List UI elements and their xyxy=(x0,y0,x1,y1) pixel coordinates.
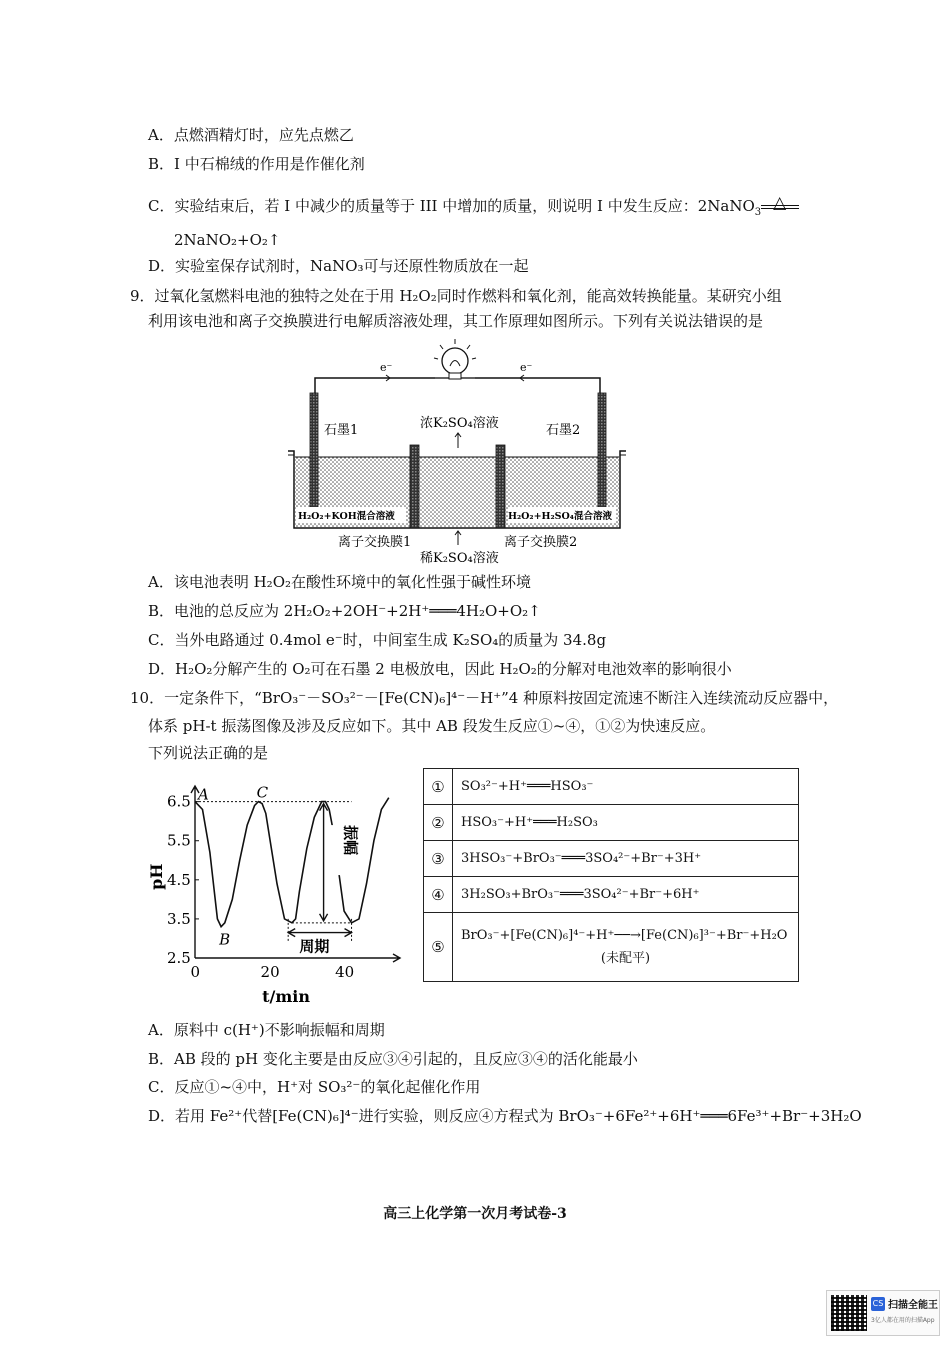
electrode-2 xyxy=(598,393,606,521)
q9-option-b: B．电池的总反应为 2H₂O₂+2OH⁻+2H⁺═══4H₂O+O₂↑ xyxy=(148,602,541,620)
point-a-label: A xyxy=(198,785,209,804)
arrow-right-icon xyxy=(380,375,390,381)
x-axis xyxy=(195,954,400,962)
arrow-left-icon xyxy=(520,375,530,381)
y-tick-label: 6.5 xyxy=(167,792,191,811)
reaction-row xyxy=(424,841,799,877)
page-footer: 高三上化学第一次月考试卷-3 xyxy=(383,1206,567,1222)
q9-stem-line1: 9．过氧化氢燃料电池的独特之处在于用 H₂O₂同时作燃料和氧化剂，能高效转换能量。某研究小组 xyxy=(130,287,782,305)
reaction-number: ③ xyxy=(424,841,453,877)
x-tick-label: 20 xyxy=(260,963,280,981)
external-wire xyxy=(315,378,600,405)
electrode-2-label: 石墨2 xyxy=(546,423,581,438)
arrow-up-out-icon xyxy=(455,433,461,448)
fuel-cell-diagram xyxy=(280,333,640,565)
reaction-cell xyxy=(453,841,799,877)
x-axis-label: t/min xyxy=(262,987,310,1006)
reaction-equation: 3HSO₃⁻+BrO₃⁻═══3SO₄²⁻+Br⁻+3H⁺ xyxy=(461,851,702,866)
q10-stem-line2: 体系 pH-t 振荡图像及涉及反应如下。其中 AB 段发生反应①~④，①②为快速反应。 xyxy=(148,717,716,735)
qr-code-icon xyxy=(831,1295,867,1331)
q10-option-d: D．若用 Fe²⁺代替[Fe(CN)₆]⁴⁻进行实验，则反应④方程式为 BrO₃⁻+6Fe²⁺+6H⁺═══6Fe³⁺+Br⁻+3H₂O xyxy=(148,1107,862,1125)
right-solution-label: H₂O₂+H₂SO₄混合溶液 xyxy=(508,511,612,522)
ph-curve xyxy=(195,798,389,927)
electron-label-left: e⁻ xyxy=(380,361,393,374)
scanner-watermark xyxy=(826,1290,940,1336)
reaction-cell xyxy=(453,805,799,841)
electrode-1 xyxy=(310,393,318,521)
membrane-2-label: 离子交换膜2 xyxy=(504,535,578,550)
amplitude-arrow xyxy=(320,804,328,921)
scanner-title: 扫描全能王 xyxy=(888,1300,938,1311)
y-tick-label: 3.5 xyxy=(167,909,191,928)
q10-option-b: B．AB 段的 pH 变化主要是由反应③④引起的，且反应③④的活化能最小 xyxy=(148,1050,638,1068)
reaction-number: ④ xyxy=(424,877,453,913)
q8-option-c-cont: 2NaNO₂+O₂↑ xyxy=(174,231,281,249)
electron-label-right: e⁻ xyxy=(520,361,533,374)
reaction-equation: HSO₃⁻+H⁺═══H₂SO₃ xyxy=(461,815,598,830)
reaction-cell xyxy=(453,769,799,805)
reaction-row xyxy=(424,769,799,805)
membrane-2 xyxy=(496,445,505,528)
y-tick-label: 5.5 xyxy=(167,831,191,850)
reaction-equation: 3H₂SO₃+BrO₃⁻═══3SO₄²⁻+Br⁻+6H⁺ xyxy=(461,887,700,902)
arrow-up-in-icon xyxy=(455,531,461,545)
reaction-row xyxy=(424,877,799,913)
q9-option-a: A．该电池表明 H₂O₂在酸性环境中的氧化性强于碱性环境 xyxy=(148,573,532,591)
q8-option-c xyxy=(148,193,799,223)
q9-option-d: D．H₂O₂分解产生的 O₂可在石墨 2 电极放电，因此 H₂O₂的分解对电池效率的影响很小 xyxy=(148,660,732,678)
point-b-label: B xyxy=(219,930,231,949)
q8-option-c-sub: 3 xyxy=(754,207,762,218)
reaction-cell xyxy=(453,913,799,982)
reaction-cell xyxy=(453,877,799,913)
q9-option-c: C．当外电路通过 0.4mol e⁻时，中间室生成 K₂SO₄的质量为 34.8g xyxy=(148,631,607,649)
conc-k2so4-label: 浓K₂SO₄溶液 xyxy=(420,416,499,431)
membrane-1-label: 离子交换膜1 xyxy=(338,535,412,550)
q10-stem-line3: 下列说法正确的是 xyxy=(148,744,269,762)
y-tick-label: 2.5 xyxy=(167,949,191,967)
dilute-k2so4-label: 稀K₂SO₄溶液 xyxy=(420,551,499,565)
point-c-label: C xyxy=(256,783,269,802)
reaction-number: ② xyxy=(424,805,453,841)
reaction-row xyxy=(424,913,799,982)
q8-option-b: B．I 中石棉绒的作用是作催化剂 xyxy=(148,155,365,173)
q8-option-d: D．实验室保存试剂时，NaNO₃可与还原性物质放在一起 xyxy=(148,257,529,275)
q8-option-a: A．点燃酒精灯时，应先点燃乙 xyxy=(148,126,354,144)
x-tick-label: 0 xyxy=(190,963,201,981)
amplitude-label: 振幅 xyxy=(341,825,360,856)
scanner-subtitle: 3亿人都在用的扫描App xyxy=(871,1317,935,1324)
ph-time-chart xyxy=(140,772,410,1012)
reaction-equation: BrO₃⁻+[Fe(CN)₆]⁴⁻+H⁺──→[Fe(CN)₆]³⁻+Br⁻+H₂O xyxy=(461,928,788,943)
bulb-icon xyxy=(434,339,476,379)
q8-option-c-text: C．实验结束后，若 I 中减少的质量等于 III 中增加的质量，则说明 I 中发生反应：2NaNO xyxy=(148,197,755,215)
electrode-1-label: 石墨1 xyxy=(324,423,359,438)
reaction-table xyxy=(423,768,799,982)
membrane-1 xyxy=(410,445,419,528)
x-tick-label: 40 xyxy=(335,963,355,981)
q9-stem-line2: 利用该电池和离子交换膜进行电解质溶液处理，其工作原理如图所示。下列有关说法错误的是 xyxy=(148,312,764,330)
left-solution-label: H₂O₂+KOH混合溶液 xyxy=(298,511,395,522)
scanner-badge: CS xyxy=(871,1297,885,1311)
reaction-number: ⑤ xyxy=(424,913,453,982)
y-tick-label: 4.5 xyxy=(167,870,191,889)
y-axis-label: pH xyxy=(147,863,166,890)
reaction-number: ① xyxy=(424,769,453,805)
reaction-equation: SO₃²⁻+H⁺═══HSO₃⁻ xyxy=(461,779,594,794)
q10-option-a: A．原料中 c(H⁺)不影响振幅和周期 xyxy=(148,1021,385,1039)
q8-delta: △ xyxy=(773,193,787,213)
y-axis xyxy=(191,786,199,958)
q10-option-c: C．反应①~④中，H⁺对 SO₃²⁻的氧化起催化作用 xyxy=(148,1078,481,1096)
period-arrow xyxy=(288,929,351,937)
reaction-row xyxy=(424,805,799,841)
reaction-note: (未配平) xyxy=(600,951,651,966)
period-label: 周期 xyxy=(299,937,330,956)
q10-stem-line1: 10．一定条件下，“BrO₃⁻－SO₃²⁻－[Fe(CN)₆]⁴⁻－H⁺”4 种原料按固定流速不断注入连续流动反应器中， xyxy=(130,689,839,707)
